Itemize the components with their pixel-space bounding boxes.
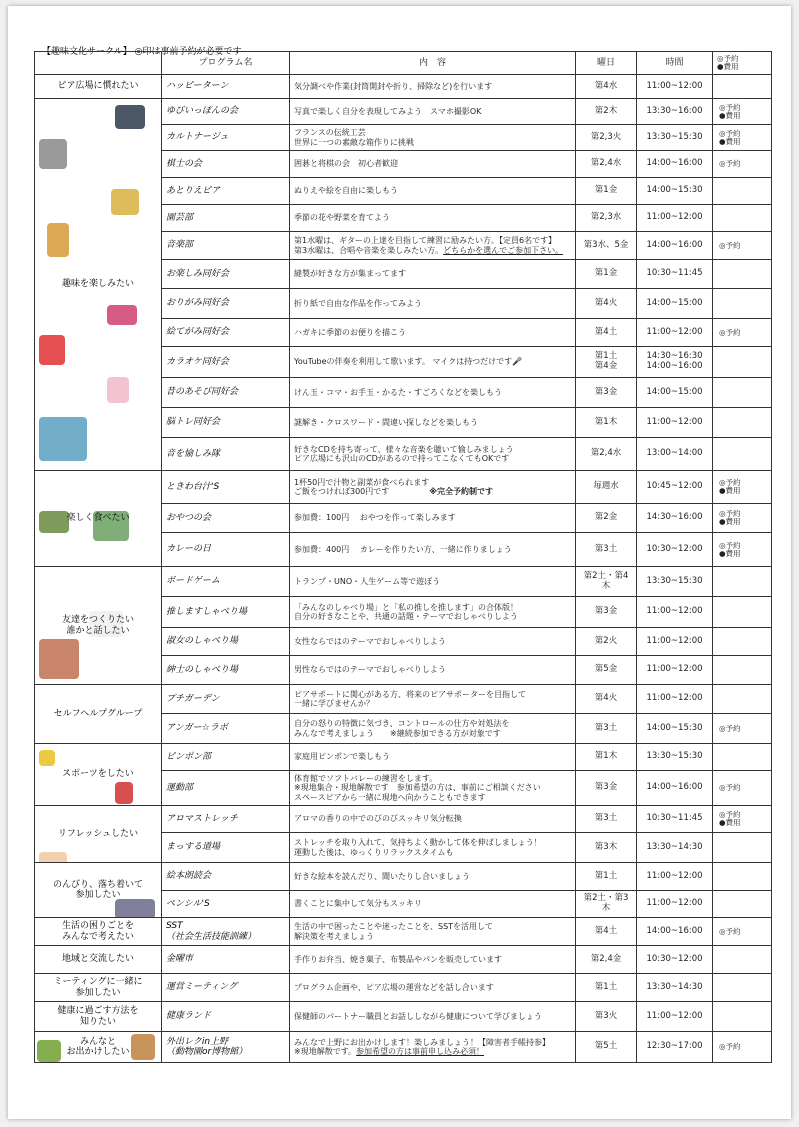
program-day: 第3土 [576, 533, 637, 567]
content-line: YouTubeの伴奏を利用して歌います。 マイクは持つだけです🎤 [294, 357, 523, 367]
category-cell [35, 863, 162, 918]
program-mark: ◎予約 ●費用 [713, 99, 772, 125]
underlined-note: どちらかを選んでご参加下さい。 [443, 245, 564, 255]
content-line: 男性ならではのテーマでおしゃべりしよう [294, 665, 446, 675]
program-content [290, 628, 576, 656]
program-mark [713, 438, 772, 471]
program-day: 第3土 [576, 806, 637, 833]
program-day: 第1木 [576, 744, 637, 771]
category-label: スポーツをしたい [62, 769, 134, 780]
category-label: 楽しく食べたい [66, 513, 130, 524]
program-time: 13:30~16:00 [637, 99, 713, 125]
program-mark [713, 685, 772, 714]
program-content [290, 771, 576, 806]
header-time: 時間 [637, 52, 713, 75]
content-line: 「みんなのしゃべり場」と「私の推しを推します」の合体版！ [294, 602, 518, 612]
category-cell [35, 744, 162, 806]
content-line: 書くことに集中して気分もスッキリ [294, 899, 422, 909]
program-name: 金曜市 [162, 946, 290, 974]
program-time: 10:30~11:45 [637, 260, 713, 289]
program-content [290, 946, 576, 974]
program-content [290, 378, 576, 408]
program-name: 運営ミーティング [162, 974, 290, 1002]
program-name: カラオケ同好会 [162, 347, 290, 378]
program-content [290, 714, 576, 744]
table-row [35, 863, 772, 891]
program-mark: ◎予約 [713, 714, 772, 744]
content-line: トランプ・UNO・人生ゲーム等で遊ぼう [294, 576, 441, 586]
program-time: 11:00~12:00 [637, 1002, 713, 1032]
category-cell [35, 974, 162, 1002]
program-day: 第2土・第4木 [576, 567, 637, 597]
kendama-icon [39, 335, 65, 365]
program-content [290, 656, 576, 685]
program-name: プチガーデン [162, 685, 290, 714]
content-line: 謎解き・クロスワード・間違い探しなどを楽しもう [294, 417, 478, 427]
content-text: ご飯をつければ300円です [294, 487, 390, 496]
program-content [290, 685, 576, 714]
category-label: リフレッシュしたい [57, 828, 139, 839]
program-content [290, 1032, 576, 1063]
category-label: 生活の困りごとを みんなで考えたい [61, 921, 134, 942]
content-line: 一緒に学びませんか？ [294, 699, 374, 708]
content-line: 参加費：400円 カレーを作りたい方、一緒に作りましょう [294, 544, 512, 554]
program-name: おりがみ同好会 [162, 289, 290, 319]
content-line: アロマの香りの中でのびのびスッキリ気分転換 [294, 814, 462, 824]
content-line: 自分の好きなことや、共通の話題・テーマでおしゃべりしよう [294, 612, 518, 621]
program-time: 14:00~15:30 [637, 714, 713, 744]
program-mark [713, 656, 772, 685]
program-table [34, 51, 772, 1063]
program-time: 11:00~12:00 [637, 628, 713, 656]
content-line: 運動した後は、ゆっくりリラックスタイムも [294, 847, 454, 857]
zoo-icon [131, 1034, 155, 1060]
program-day: 第2,4金 [576, 946, 637, 974]
program-day: 第1土 [576, 974, 637, 1002]
program-time: 13:30~14:30 [637, 833, 713, 863]
program-day: 第2金 [576, 504, 637, 533]
program-name: ピンポン部 [162, 744, 290, 771]
program-name: 絵本朗読会 [162, 863, 290, 891]
program-day: 第3土 [576, 714, 637, 744]
program-time: 13:30~14:30 [637, 974, 713, 1002]
program-day: 第3木 [576, 833, 637, 863]
program-content [290, 567, 576, 597]
program-mark: ◎予約 [713, 918, 772, 946]
program-time: 14:00~16:00 [637, 151, 713, 178]
content-line: 気分調べや作業(封筒開封や折り、掃除など)を行います [294, 81, 493, 91]
program-time: 12:30~17:00 [637, 1032, 713, 1063]
program-time: 11:00~12:00 [637, 205, 713, 232]
program-day: 第2土・第3木 [576, 891, 637, 918]
program-time: 11:00~12:00 [637, 863, 713, 891]
program-name: アロマストレッチ [162, 806, 290, 833]
underlined-note: 参加希望の方は事前申し込み必須！ [356, 1047, 485, 1056]
program-time: 13:30~15:30 [637, 744, 713, 771]
program-day: 第1土 [576, 863, 637, 891]
content-line: 1杯50円で汁物と副菜が食べられます [294, 477, 430, 487]
program-time: 14:00~15:30 [637, 178, 713, 205]
program-name: ペンシル'S [162, 891, 290, 918]
program-mark [713, 289, 772, 319]
category-cell [35, 1002, 162, 1032]
program-content [290, 863, 576, 891]
program-content [290, 232, 576, 260]
content-line: 手作りお弁当、焼き菓子、布製品やパンを販売しています [294, 954, 502, 964]
content-line: みんなで上野にお出かけします！楽しみましょう！【障害者手帳持参】 [294, 1037, 550, 1047]
program-day: 第3火 [576, 1002, 637, 1032]
program-name: お楽しみ同好会 [162, 260, 290, 289]
program-day: 第1金 [576, 260, 637, 289]
program-mark [713, 260, 772, 289]
content-line: 縫製が好きな方が集まってます [294, 269, 406, 279]
program-mark [713, 597, 772, 628]
bold-note: ※完全予約制です [429, 487, 494, 496]
table-row [35, 974, 772, 1002]
header-program: プログラム名 [162, 52, 290, 75]
content-line: みんなで考えましょう ※継続参加できる方が対象です [294, 728, 501, 738]
content-line: 囲碁と将棋の会 初心者歓迎 [294, 159, 398, 169]
program-day: 第2木 [576, 99, 637, 125]
program-time: 10:30~11:45 [637, 806, 713, 833]
program-time: 11:00~12:00 [637, 597, 713, 628]
program-mark: ◎予約 [713, 151, 772, 178]
program-name: アンガー☆ラボ [162, 714, 290, 744]
program-mark: ◎予約 ●費用 [713, 533, 772, 567]
category-cell [35, 918, 162, 946]
volleyball-icon [39, 750, 55, 766]
program-day: 第1土 第4金 [576, 347, 637, 378]
category-cell [35, 1032, 162, 1063]
program-mark [713, 891, 772, 918]
program-content [290, 471, 576, 504]
muscle-arm-icon [39, 852, 67, 863]
content-line: ハガキに季節のお便りを描こう [294, 327, 406, 337]
program-name: 絵てがみ同好会 [162, 319, 290, 347]
content-text: ※現地解散です。 [294, 1047, 357, 1056]
content-line: 保健師のパートナー職員とお話ししながら健康について学びましょう [294, 1011, 542, 1021]
program-time: 14:00~16:00 [637, 232, 713, 260]
program-content [290, 891, 576, 918]
program-name: 外出レクin上野 （動物園or博物館） [162, 1032, 290, 1063]
content-line: 家庭用ピンポンで楽しもう [294, 752, 390, 762]
program-time: 10:45~12:00 [637, 471, 713, 504]
program-time: 13:30~15:30 [637, 125, 713, 151]
program-name: 脳トレ同好会 [162, 408, 290, 438]
program-name: ハッピーターン [162, 75, 290, 99]
program-name: あとりえピア [162, 178, 290, 205]
category-cell [35, 75, 162, 99]
program-time: 14:30~16:30 14:00~16:00 [637, 347, 713, 378]
content-line: 生活の中で困ったことや迷ったことを、SSTを活用して [294, 922, 494, 932]
content-line: 女性ならではのテーマでおしゃべりしよう [294, 636, 446, 646]
program-day: 第2,3水 [576, 205, 637, 232]
content-line: フランスの伝統工芸 [294, 128, 366, 138]
table-row [35, 75, 772, 99]
program-mark [713, 744, 772, 771]
program-content [290, 99, 576, 125]
program-content [290, 1002, 576, 1032]
program-content [290, 597, 576, 628]
program-day: 第4火 [576, 685, 637, 714]
program-name: 推しますしゃべり場 [162, 597, 290, 628]
table-row [35, 471, 772, 504]
program-day: 第4土 [576, 918, 637, 946]
program-content [290, 289, 576, 319]
program-name: 紳士のしゃべり場 [162, 656, 290, 685]
category-label: 健康に過ごす方法を 知りたい [57, 1006, 139, 1027]
program-day: 第4水 [576, 75, 637, 99]
origami-crane-icon [107, 305, 137, 325]
program-mark: ◎予約 [713, 232, 772, 260]
category-cell [35, 685, 162, 744]
program-name: おやつの会 [162, 504, 290, 533]
program-time: 14:30~16:00 [637, 504, 713, 533]
program-day: 第3水、5金 [576, 232, 637, 260]
program-mark: ◎予約 [713, 771, 772, 806]
program-name: 健康ランド [162, 1002, 290, 1032]
program-content [290, 438, 576, 471]
program-time: 11:00~12:00 [637, 319, 713, 347]
content-line: ストレッチを取り入れて、気持ちよく動かして体を伸ばしましょう！ [294, 838, 542, 848]
program-time: 14:00~16:00 [637, 918, 713, 946]
category-cell [35, 567, 162, 685]
program-name: カルトナージュ [162, 125, 290, 151]
program-mark [713, 628, 772, 656]
program-mark [713, 378, 772, 408]
content-line: 好きなCDを持ち寄って、様々な音楽を聴いて愉しみましょう [294, 444, 514, 454]
program-content [290, 205, 576, 232]
content-line: ※現地集合・現地解散です 参加希望の方は、事前にご相談ください [294, 783, 541, 793]
program-name: まっする道場 [162, 833, 290, 863]
program-day: 第2火 [576, 628, 637, 656]
dinosaur-icon [37, 1040, 61, 1062]
program-name: ゆびいっぽんの会 [162, 99, 290, 125]
program-mark [713, 408, 772, 438]
content-line [294, 487, 571, 496]
karaoke-people-icon [39, 417, 87, 461]
program-mark [713, 205, 772, 232]
program-day: 第2,3火 [576, 125, 637, 151]
program-mark: ◎予約 [713, 1032, 772, 1063]
content-line: 季節の花や野菜を育てよう [294, 213, 390, 223]
content-line [294, 246, 571, 255]
category-label: 地域と交流したい [61, 954, 134, 965]
program-mark [713, 946, 772, 974]
program-name: ときわ台汁'S [162, 471, 290, 504]
program-mark: ◎予約 ●費用 [713, 504, 772, 533]
program-content [290, 974, 576, 1002]
program-mark [713, 833, 772, 863]
table-row [35, 567, 772, 597]
program-name: SST （社会生活技能訓練） [162, 918, 290, 946]
table-row [35, 946, 772, 974]
program-content [290, 151, 576, 178]
program-name: 音楽部 [162, 232, 290, 260]
category-label: 趣味を楽しみたい [61, 279, 134, 290]
program-content [290, 125, 576, 151]
program-mark: ◎予約 ●費用 [713, 806, 772, 833]
program-time: 13:30~15:30 [637, 567, 713, 597]
document-title: 【趣味文化サークル】 ◎印は事前予約が必要です [42, 47, 242, 57]
table-row [35, 1002, 772, 1032]
program-mark [713, 567, 772, 597]
content-line: 解決策を考えましょう [294, 931, 374, 941]
program-day: 第1木 [576, 408, 637, 438]
program-day: 第3金 [576, 378, 637, 408]
program-day: 第3金 [576, 597, 637, 628]
pingpong-paddle-icon [115, 782, 133, 804]
program-content [290, 319, 576, 347]
program-day: 第3金 [576, 771, 637, 806]
program-name: 運動部 [162, 771, 290, 806]
go-stones-icon [111, 189, 139, 215]
content-line: ピア広場にも沢山のCDがあるので持ってこなくてもOKです [294, 454, 510, 463]
picture-book-icon [115, 899, 155, 918]
content-line [294, 1047, 571, 1056]
content-line: ピアサポートに関心がある方、将来のピアサポーターを目指して [294, 689, 526, 699]
content-line: スペースピアから一緒に現地へ向かうこともできます [294, 792, 486, 802]
program-content [290, 75, 576, 99]
crossword-icon [39, 139, 67, 169]
program-day: 第2,4水 [576, 151, 637, 178]
program-time: 11:00~12:00 [637, 75, 713, 99]
program-name: 棋士の会 [162, 151, 290, 178]
guitar-icon [47, 223, 69, 257]
content-line: 体育館でソフトバレーの練習をします。 [294, 774, 438, 784]
program-content [290, 408, 576, 438]
header-category [35, 52, 162, 75]
program-name: カレーの日 [162, 533, 290, 567]
group-people-icon [39, 639, 79, 679]
category-cell [35, 806, 162, 863]
table-row [35, 806, 772, 833]
program-time: 13:00~14:00 [637, 438, 713, 471]
program-mark [713, 178, 772, 205]
program-name: 昔のあそび同好会 [162, 378, 290, 408]
program-name: ボードゲーム [162, 567, 290, 597]
content-text: 第3水曜は、合唱や音楽を楽しみたい方。 [294, 245, 444, 255]
category-label: みんなと お出かけしたい [66, 1036, 130, 1057]
program-day: 毎週水 [576, 471, 637, 504]
program-mark [713, 974, 772, 1002]
content-line: 参加費：100円 おやつを作って楽しみます [294, 513, 456, 523]
program-time: 14:00~15:00 [637, 289, 713, 319]
category-label: ピア広場に慣れたい [57, 81, 139, 92]
category-cell [35, 99, 162, 471]
category-label: ミーティングに一緒に 参加したい [53, 977, 143, 998]
program-time: 14:00~16:00 [637, 771, 713, 806]
program-day: 第1金 [576, 178, 637, 205]
header-content: 内 容 [290, 52, 576, 75]
content-line: 第1水曜は、ギターの上達を目指して練習に励みたい方。【定員6名です】 [294, 236, 557, 246]
table-row [35, 744, 772, 771]
program-content [290, 533, 576, 567]
program-time: 11:00~12:00 [637, 656, 713, 685]
program-time: 10:30~12:00 [637, 946, 713, 974]
category-label: 友達をつくりたい 誰かと話したい [61, 615, 134, 636]
program-mark: ◎予約 [713, 319, 772, 347]
program-content [290, 744, 576, 771]
content-line: プログラム企画や、ピア広場の運営などを話し合います [294, 982, 494, 992]
program-day: 第4火 [576, 289, 637, 319]
meal-icon [39, 511, 69, 533]
program-mark: ◎予約 ●費用 [713, 471, 772, 504]
program-name: 淑女のしゃべり場 [162, 628, 290, 656]
table-row [35, 99, 772, 125]
program-day: 第4土 [576, 319, 637, 347]
program-day: 第5金 [576, 656, 637, 685]
program-content [290, 178, 576, 205]
category-label: のんびり、落ち着いて 参加したい [52, 879, 143, 900]
content-line: 折り紙で自由な作品を作ってみよう [294, 298, 422, 308]
category-label: セルフヘルプグループ [53, 708, 143, 719]
table-row [35, 1032, 772, 1063]
content-line: 写真で楽しく自分を表現してみよう スマホ撮影OK [294, 106, 482, 116]
program-content [290, 260, 576, 289]
program-name: 園芸部 [162, 205, 290, 232]
header-mark: ◎予約 ●費用 [713, 52, 772, 75]
program-mark [713, 75, 772, 99]
program-mark [713, 347, 772, 378]
program-time: 10:30~12:00 [637, 533, 713, 567]
program-time: 11:00~12:00 [637, 685, 713, 714]
program-content [290, 918, 576, 946]
header-day: 曜日 [576, 52, 637, 75]
table-header-row [35, 52, 772, 75]
content-line: 好きな絵本を読んだり、聞いたりし合いましょう [294, 871, 470, 881]
table-row [35, 685, 772, 714]
camera-icon [115, 105, 145, 129]
program-time: 11:00~12:00 [637, 408, 713, 438]
program-time: 14:00~15:00 [637, 378, 713, 408]
program-mark [713, 1002, 772, 1032]
program-day: 第5土 [576, 1032, 637, 1063]
program-mark [713, 863, 772, 891]
table-row [35, 918, 772, 946]
program-mark: ◎予約 ●費用 [713, 125, 772, 151]
music-cd-icon [107, 377, 129, 403]
content-line: けん玉・コマ・お手玉・かるた・すごろくなどを楽しもう [294, 387, 502, 397]
program-content [290, 806, 576, 833]
program-time: 11:00~12:00 [637, 891, 713, 918]
category-cell [35, 471, 162, 567]
content-line: 世界に一つの素敵な箱作りに挑戦 [294, 137, 414, 147]
content-line: 自分の怒りの特徴に気づき、コントロールの仕方や対処法を [294, 719, 510, 729]
program-content [290, 833, 576, 863]
category-cell [35, 946, 162, 974]
program-name: 音を愉しみ隊 [162, 438, 290, 471]
program-content [290, 504, 576, 533]
content-line: ぬりえや絵を自由に楽しもう [294, 186, 398, 196]
program-day: 第2,4水 [576, 438, 637, 471]
program-content [290, 347, 576, 378]
